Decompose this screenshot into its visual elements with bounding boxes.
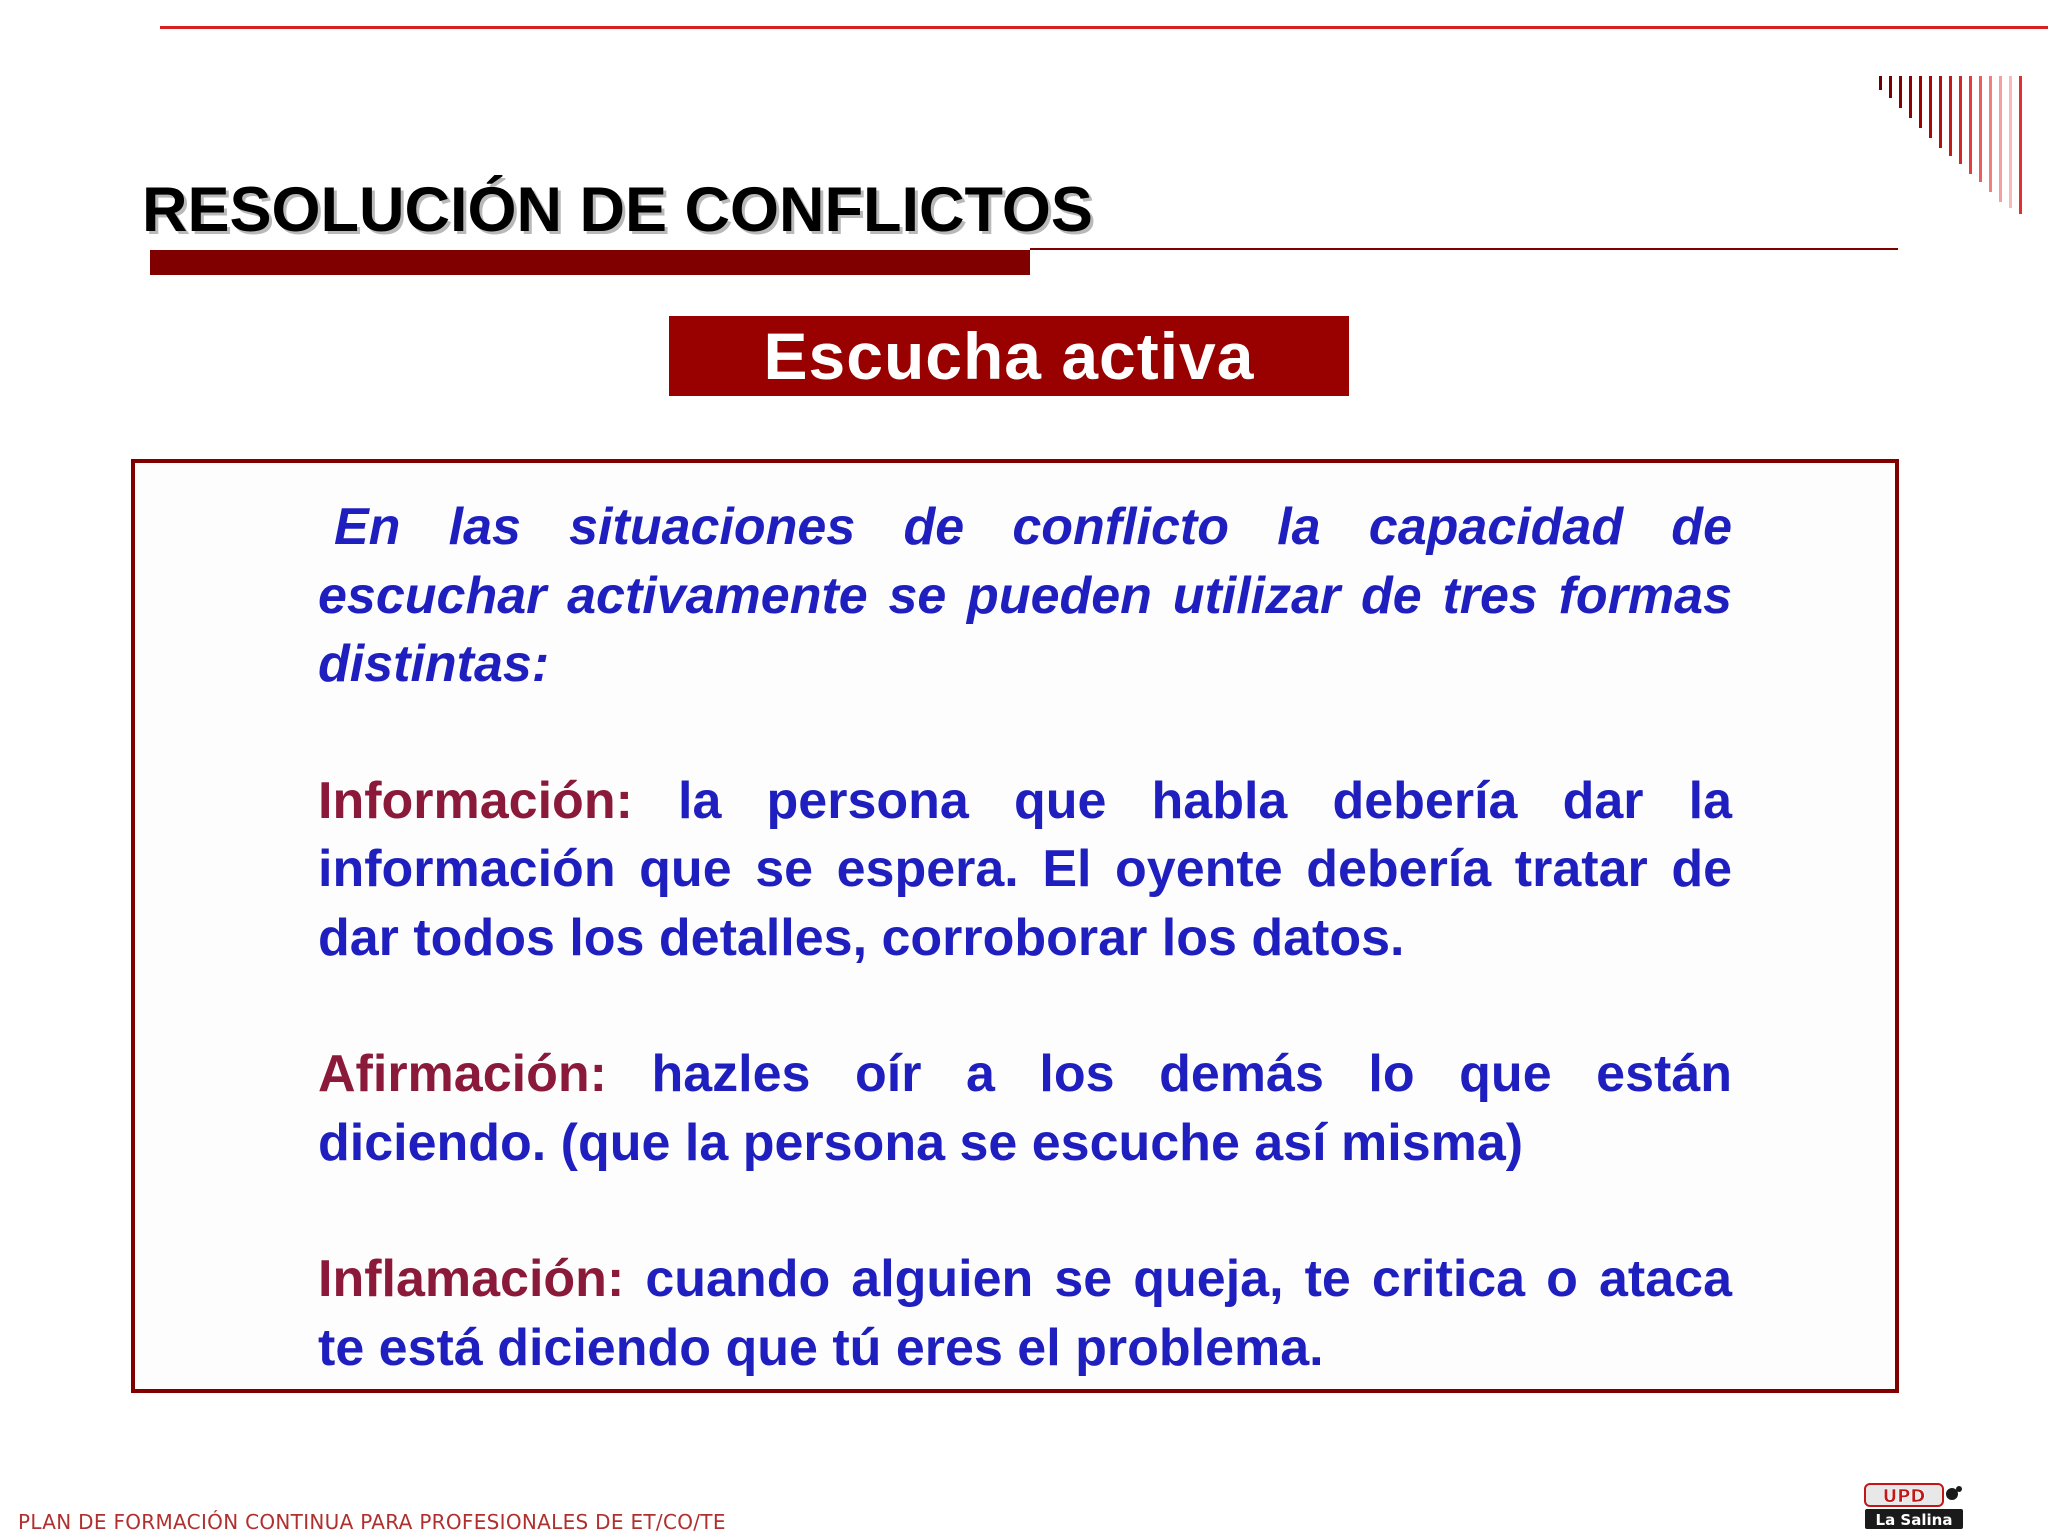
stripe bbox=[2019, 76, 2022, 214]
term-description: hazles oír a los demás lo que están diciendo. (que la persona se escuche así misma) bbox=[318, 1045, 1732, 1172]
stripe bbox=[1979, 76, 1982, 182]
section-subtitle: Escucha activa bbox=[669, 316, 1349, 396]
stripe bbox=[1939, 76, 1942, 148]
stripe bbox=[1909, 76, 1912, 118]
stripe bbox=[1949, 76, 1952, 156]
logo-bottom-text: La Salina bbox=[1875, 1511, 1953, 1529]
stripe bbox=[1969, 76, 1972, 174]
stripe bbox=[1989, 76, 1992, 192]
logo-top-text: UPD bbox=[1882, 1486, 1926, 1507]
term-label: Inflamación: bbox=[318, 1250, 625, 1308]
footer-text: PLAN DE FORMACIÓN CONTINUA PARA PROFESIONALES DE ET/CO/TE bbox=[18, 1510, 726, 1534]
content-body bbox=[318, 493, 1732, 1382]
intro-paragraph: En las situaciones de conflicto la capacidad de escuchar activamente se pueden utilizar de tres formas distintas: bbox=[318, 498, 1732, 693]
page-title: RESOLUCIÓN DE CONFLICTOS bbox=[142, 175, 1093, 245]
list-item bbox=[318, 1040, 1732, 1177]
stripe bbox=[1919, 76, 1922, 128]
stripe bbox=[2009, 76, 2012, 208]
title-underline-bar bbox=[150, 250, 1030, 275]
term-label: Información: bbox=[318, 771, 633, 830]
stripe bbox=[1879, 76, 1882, 90]
upd-la-salina-logo bbox=[1864, 1482, 1964, 1532]
list-item bbox=[318, 1245, 1732, 1382]
term-description: cuando alguien se queja, te critica o ataca te está diciendo que tú eres el problema. bbox=[318, 1250, 1732, 1377]
stripe bbox=[1999, 76, 2002, 202]
decorative-stripes-icon bbox=[1876, 76, 2026, 216]
stripe bbox=[1929, 76, 1932, 138]
term-label: Afirmación: bbox=[318, 1045, 607, 1103]
stripe bbox=[1899, 76, 1902, 108]
term-description: la persona que habla debería dar la información que se espera. El oyente debería tratar de dar todos los detalles, corroborar los datos. bbox=[318, 771, 1733, 967]
list-item bbox=[318, 767, 1732, 973]
title-underline-rule bbox=[1030, 248, 1898, 250]
stripe bbox=[1959, 76, 1962, 164]
stripe bbox=[1889, 76, 1892, 98]
top-rule bbox=[160, 26, 2048, 29]
